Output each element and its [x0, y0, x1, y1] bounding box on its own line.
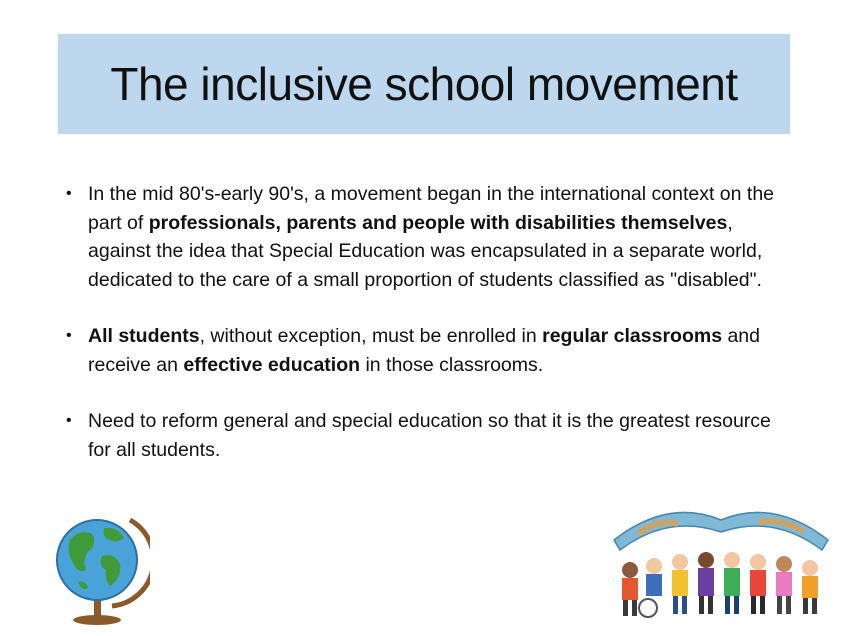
bullet-text-segment: Need to reform general and special education so that it is the greatest resource for all students.: [88, 410, 771, 461]
bullet-dot: •: [66, 185, 72, 202]
bullet-bold-segment: professionals, parents and people with disabilities themselves: [148, 211, 728, 234]
bullet-item: [66, 407, 786, 464]
bullet-text-segment: , against the idea that Special Education was encapsulated in a separate world, dedicated to the care of a small proportion of students classified as "disabled".: [88, 211, 763, 291]
bullet-dot: •: [66, 412, 72, 429]
bullet-text-segment: In the mid 80's-early 90's, a movement began in the international context on the part of: [88, 183, 775, 234]
title-banner: [58, 34, 790, 134]
bullet-item: [66, 180, 786, 294]
children-holding-book-illustration: [608, 498, 834, 622]
globe-icon: [52, 508, 150, 626]
bullet-bold-segment: effective education: [183, 353, 361, 376]
bullet-bold-segment: regular classrooms: [542, 325, 723, 347]
bullet-text-segment: and receive an: [88, 325, 760, 376]
bullet-bold-segment: All students: [88, 325, 200, 347]
bullet-item: [66, 322, 786, 379]
bullet-dot: •: [66, 327, 72, 344]
bullet-list: [66, 180, 786, 492]
bullet-text-segment: in those classrooms.: [360, 353, 544, 376]
slide-title: The inclusive school movement: [110, 58, 738, 110]
bullet-text-segment: , without exception, must be enrolled in: [199, 325, 543, 347]
